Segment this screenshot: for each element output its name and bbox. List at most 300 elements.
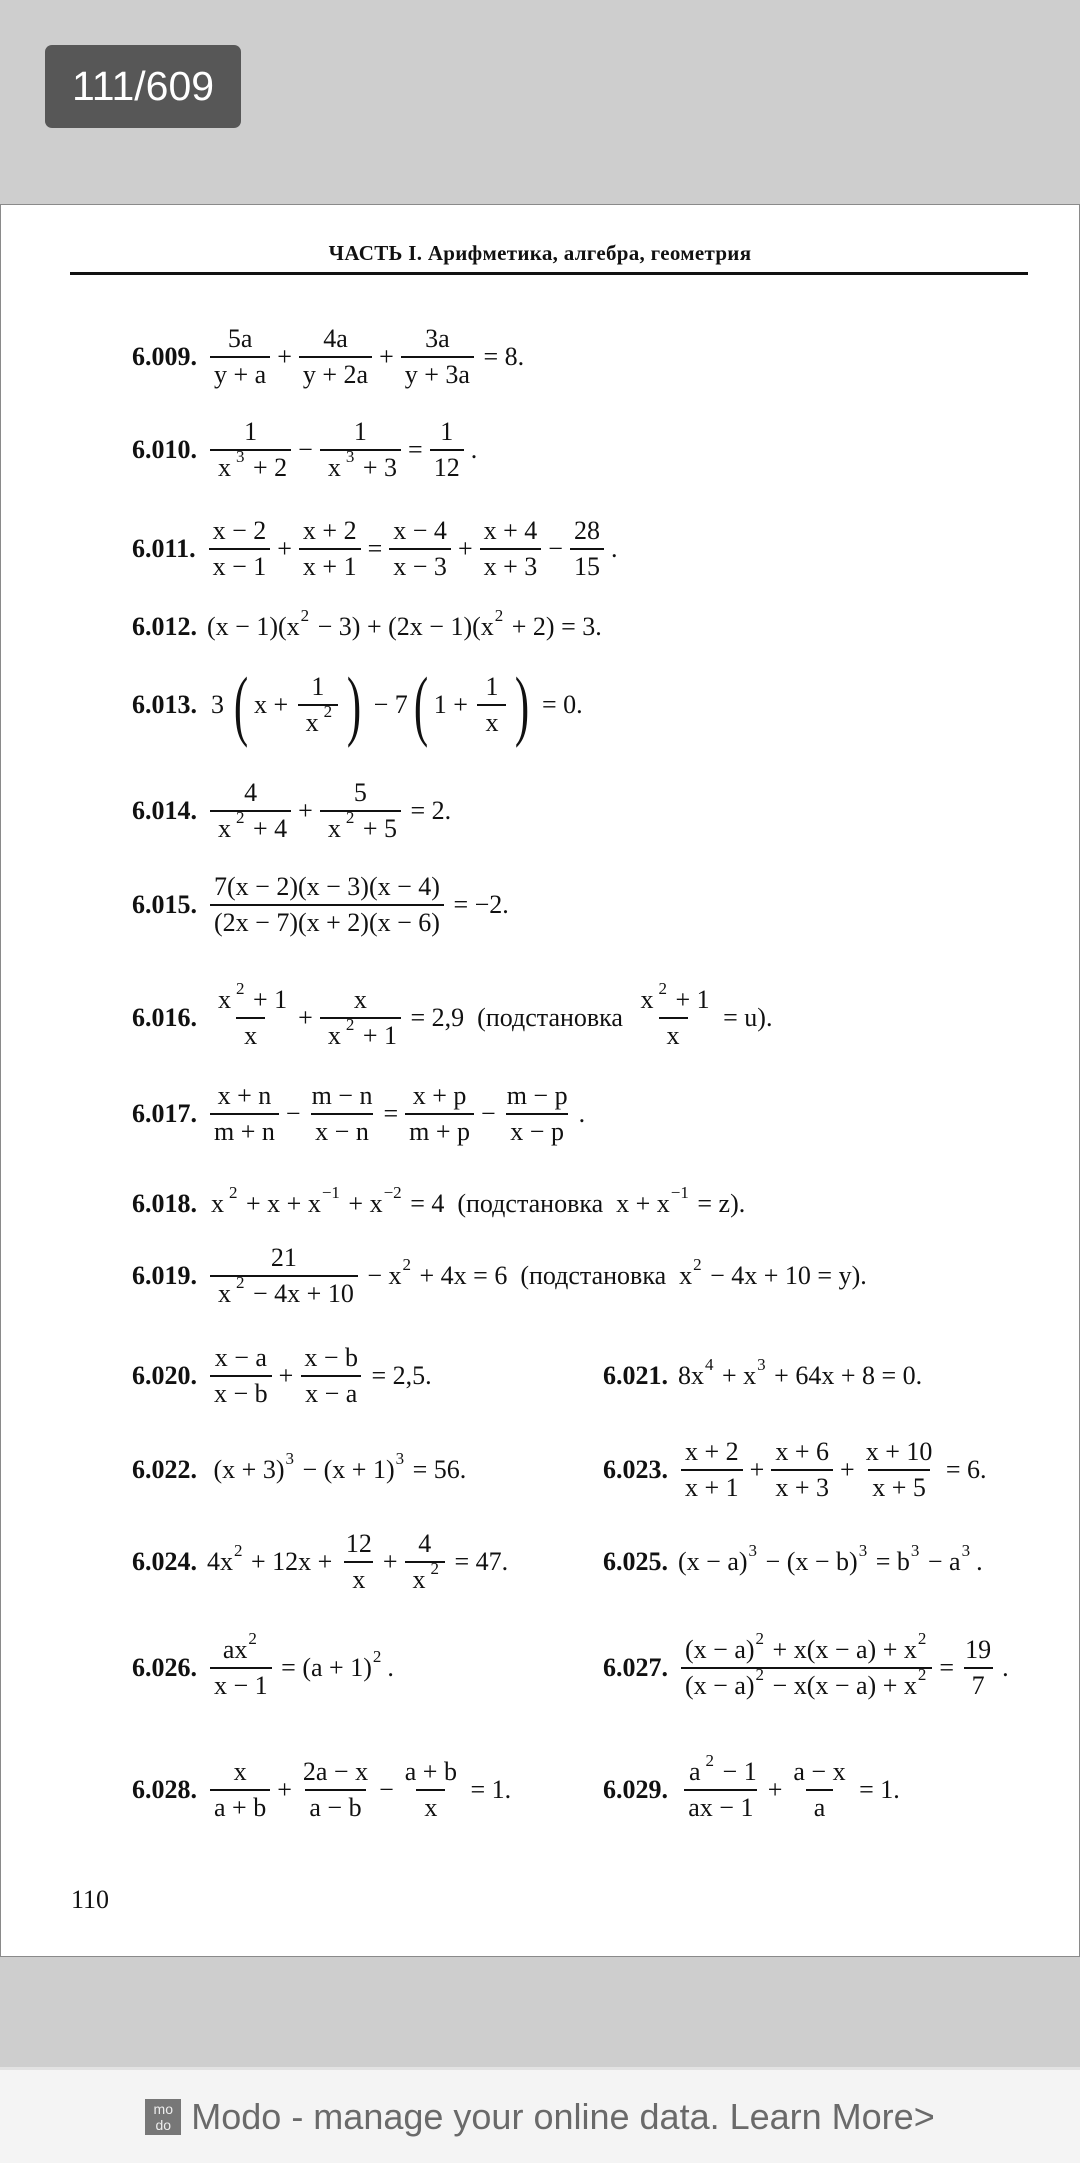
equation	[207, 1243, 867, 1309]
fraction-denominator	[210, 1789, 270, 1823]
math-text: x	[218, 453, 231, 482]
problem-number: 6.029.	[603, 1775, 668, 1804]
math-text: +	[457, 534, 473, 563]
fraction	[430, 417, 464, 483]
fraction	[299, 324, 372, 390]
math-text: − 4x + 10	[246, 1279, 354, 1308]
fraction-denominator	[210, 1375, 272, 1409]
math-text: ax	[222, 1635, 248, 1664]
math-text: x	[218, 814, 231, 843]
math-text: + 64x + 8 = 0.	[767, 1361, 923, 1390]
fraction	[210, 1757, 270, 1823]
math-text: x − a	[214, 1343, 267, 1372]
fraction	[300, 1343, 362, 1409]
math-text: − x	[360, 1261, 402, 1290]
fraction-denominator	[806, 1789, 834, 1823]
fraction	[681, 1751, 761, 1823]
fraction-numerator	[342, 1529, 376, 1561]
math-text: = u).	[716, 1003, 773, 1032]
equation	[206, 516, 622, 582]
fraction-numerator	[303, 672, 332, 704]
problem-number: 6.020.	[132, 1361, 197, 1390]
math-text: x + n	[217, 1081, 272, 1110]
fraction	[210, 872, 444, 938]
right-paren: )	[515, 661, 530, 748]
fraction	[210, 1243, 358, 1309]
fraction-denominator	[210, 810, 291, 844]
superscript: 4	[705, 1355, 714, 1374]
superscript: 2	[705, 1751, 715, 1770]
fraction-numerator	[209, 516, 271, 548]
equation	[678, 1437, 987, 1503]
math-text: x + 2	[302, 516, 357, 545]
math-text: +	[379, 342, 394, 371]
math-text: 12	[433, 453, 460, 482]
superscript: −2	[383, 1183, 402, 1202]
header-rule	[70, 272, 1028, 275]
math-text: +	[298, 796, 313, 825]
math-text: 7	[971, 1671, 985, 1700]
fraction-denominator	[480, 548, 542, 582]
fraction-denominator	[210, 356, 270, 390]
math-text: 2a − x	[302, 1757, 369, 1786]
parenthesized-group	[228, 661, 367, 748]
fraction-numerator	[346, 778, 375, 810]
superscript: 2	[494, 606, 504, 625]
math-text: = b	[869, 1547, 910, 1576]
fraction-denominator	[311, 1113, 373, 1147]
fraction-numerator	[236, 417, 265, 449]
math-text: x + 5	[872, 1473, 926, 1502]
math-text: −	[298, 435, 313, 464]
fraction-denominator	[416, 1789, 445, 1823]
fraction-numerator	[570, 516, 604, 548]
fraction-denominator	[209, 548, 271, 582]
superscript: 2	[234, 1541, 243, 1560]
fraction-numerator	[299, 1757, 372, 1789]
math-text: x	[244, 1021, 258, 1050]
math-text: =	[408, 435, 423, 464]
equation	[207, 872, 509, 938]
fraction	[298, 672, 339, 738]
fraction-denominator	[477, 704, 506, 738]
math-text: + 1	[356, 1021, 398, 1050]
fraction-denominator	[210, 449, 291, 483]
math-text: x	[218, 985, 231, 1014]
fraction	[480, 516, 542, 582]
fraction-numerator	[771, 1437, 833, 1469]
fraction-numerator	[503, 1081, 572, 1113]
problem-6-028	[132, 1757, 511, 1823]
math-text: + x + x	[239, 1189, 321, 1218]
fraction-denominator	[299, 356, 372, 390]
math-text: = 47.	[448, 1547, 509, 1576]
fraction-numerator	[210, 979, 291, 1017]
math-text: m − p	[506, 1081, 568, 1110]
left-paren: (	[233, 661, 249, 748]
math-text: = 2,9 (подстановка	[404, 1003, 630, 1032]
math-text: − 7	[367, 690, 408, 719]
math-text: x − a	[305, 1379, 358, 1408]
math-text: = 56.	[406, 1455, 467, 1484]
fraction-numerator	[410, 1529, 439, 1561]
math-text: =	[367, 534, 383, 563]
fraction-numerator	[681, 1629, 932, 1667]
math-text: x + 1	[302, 552, 357, 581]
problem-number: 6.024.	[132, 1547, 197, 1576]
equation	[678, 1355, 923, 1391]
fraction-numerator	[211, 1343, 271, 1375]
math-text: x − p	[510, 1117, 564, 1146]
problem-number: 6.021.	[603, 1361, 668, 1390]
equation	[207, 1343, 432, 1409]
equation	[207, 324, 524, 390]
problem-6-021	[603, 1355, 923, 1391]
math-text: + 4x = 6 (подстановка x	[413, 1261, 693, 1290]
math-text: 4x	[207, 1547, 233, 1576]
superscript: 3	[858, 1541, 868, 1560]
fraction	[477, 672, 506, 738]
fraction-numerator	[632, 979, 713, 1017]
math-text: (x − 1)(x	[207, 612, 300, 641]
math-text: =	[939, 1653, 955, 1682]
math-text: (2x − 7)(x + 2)(x − 6)	[214, 908, 440, 937]
fraction	[681, 1629, 932, 1701]
fraction	[210, 979, 291, 1051]
math-text: x	[640, 985, 654, 1014]
superscript: 3	[910, 1541, 920, 1560]
math-text: 15	[573, 552, 600, 581]
fraction-numerator	[961, 1635, 995, 1667]
fraction	[209, 516, 271, 582]
math-text: y + 2a	[302, 360, 369, 389]
ad-banner[interactable]	[0, 2067, 1080, 2163]
fraction	[771, 1437, 833, 1503]
problem-6-016	[132, 979, 773, 1051]
math-text: a − x	[793, 1757, 846, 1786]
math-text: 5	[353, 778, 367, 807]
math-text: x	[305, 708, 319, 737]
math-text: 1 +	[433, 690, 475, 719]
problem-number: 6.009.	[132, 342, 197, 371]
superscript: 2	[693, 1255, 702, 1274]
problem-6-009	[132, 324, 524, 390]
fraction-numerator	[236, 778, 265, 810]
math-text: .	[976, 1547, 983, 1576]
fraction-denominator	[344, 1561, 373, 1595]
equation	[678, 1629, 1013, 1701]
equation	[207, 1449, 467, 1485]
equation	[207, 1629, 398, 1701]
math-text: = −2.	[446, 890, 509, 919]
problem-6-013	[132, 661, 583, 748]
superscript: −1	[670, 1183, 689, 1202]
math-text: +	[277, 1775, 292, 1804]
fraction	[210, 778, 291, 844]
math-text: −	[481, 1099, 496, 1128]
math-text: (x − a)	[685, 1671, 755, 1700]
fraction-numerator	[789, 1757, 849, 1789]
math-text: 1	[244, 417, 258, 446]
fraction-denominator	[299, 548, 361, 582]
math-text: x	[327, 814, 341, 843]
math-text: − 1	[716, 1757, 757, 1786]
fraction	[401, 324, 474, 390]
fraction-denominator	[401, 356, 474, 390]
running-header: ЧАСТЬ I. Арифметика, алгебра, геометрия	[328, 241, 752, 265]
problem-6-011	[132, 516, 621, 582]
math-text: +	[278, 1361, 294, 1390]
math-text: x +	[253, 690, 295, 719]
fraction-denominator	[210, 1113, 279, 1147]
math-text: (x + 3)	[207, 1455, 285, 1484]
superscript: 2	[372, 1647, 382, 1666]
math-text: + x(x − a) + x	[766, 1635, 917, 1664]
fraction-denominator	[681, 1469, 743, 1503]
fraction	[862, 1437, 937, 1503]
fraction-denominator	[506, 1113, 568, 1147]
math-text: 28	[573, 516, 600, 545]
problem-number: 6.019.	[132, 1261, 197, 1290]
fraction-numerator	[477, 672, 506, 704]
problem-number: 6.010.	[132, 435, 197, 464]
problem-6-022	[132, 1449, 467, 1485]
math-text: 19	[965, 1635, 992, 1664]
left-paren: (	[413, 661, 428, 748]
fraction-denominator	[964, 1667, 993, 1701]
fraction-denominator	[570, 548, 604, 582]
math-text: + x	[715, 1361, 757, 1390]
math-text: .	[470, 435, 478, 464]
superscript: 2	[345, 1015, 355, 1034]
page-number: 110	[71, 1885, 110, 1914]
math-text: +	[277, 534, 292, 563]
math-text: −	[379, 1775, 394, 1804]
fraction-numerator	[214, 1081, 276, 1113]
superscript: 2	[755, 1629, 765, 1648]
math-text: .	[578, 1099, 586, 1128]
fraction-numerator	[346, 417, 375, 449]
fraction-numerator	[480, 516, 542, 548]
fraction-numerator	[319, 324, 352, 356]
math-text: x − b	[304, 1343, 359, 1372]
superscript: 3	[757, 1355, 766, 1374]
fraction-numerator	[210, 872, 444, 904]
problem-number: 6.025.	[603, 1547, 668, 1576]
math-text: −	[285, 1099, 301, 1128]
math-text: 21	[270, 1243, 297, 1272]
math-text: −	[548, 534, 563, 563]
equation	[207, 979, 773, 1051]
superscript: 3	[961, 1541, 971, 1560]
math-text: m − n	[311, 1081, 373, 1110]
superscript: 2	[248, 1629, 257, 1648]
math-text: 4	[418, 1529, 432, 1558]
problem-6-012	[132, 606, 602, 642]
fraction	[210, 1343, 272, 1409]
fraction-denominator	[298, 704, 339, 738]
math-text: = 4 (подстановка x + x	[403, 1189, 670, 1218]
math-text: + 12x +	[244, 1547, 339, 1576]
fraction-numerator	[226, 1757, 255, 1789]
math-text: + 2) = 3.	[505, 612, 602, 641]
fraction	[401, 1757, 461, 1823]
fraction	[570, 516, 604, 582]
fraction-denominator	[389, 548, 451, 582]
math-text: + 2	[246, 453, 288, 482]
fraction-numerator	[224, 324, 257, 356]
equation	[207, 661, 583, 748]
math-text: x + 6	[775, 1437, 830, 1466]
math-text: 3a	[425, 324, 450, 353]
superscript: 2	[917, 1665, 927, 1684]
equation	[207, 778, 451, 844]
math-text: x − 1	[212, 552, 267, 581]
math-text: 1	[440, 417, 454, 446]
math-text: 4a	[323, 324, 348, 353]
problem-6-027	[603, 1629, 1013, 1701]
superscript: 2	[755, 1665, 765, 1684]
fraction-denominator	[305, 1789, 365, 1823]
problem-6-026	[132, 1629, 398, 1701]
math-text: +	[767, 1775, 783, 1804]
math-text: x	[211, 1189, 224, 1218]
math-text: + 3	[356, 453, 398, 482]
superscript: 2	[430, 1559, 439, 1578]
superscript: 2	[236, 808, 245, 827]
math-text: x	[233, 1757, 247, 1786]
math-text: m + p	[409, 1117, 471, 1146]
superscript: 2	[229, 1183, 238, 1202]
superscript: 2	[345, 808, 355, 827]
math-text: y + 3a	[404, 360, 470, 389]
equation	[207, 1529, 508, 1595]
problem-6-029	[603, 1751, 900, 1823]
fraction-denominator	[684, 1789, 757, 1823]
fraction-numerator	[421, 324, 454, 356]
math-text: 12	[345, 1529, 372, 1558]
math-text: = 1.	[852, 1775, 900, 1804]
fraction	[210, 417, 291, 483]
fraction-denominator	[320, 449, 401, 483]
math-text: x + 2	[685, 1437, 739, 1466]
problem-number: 6.015.	[132, 890, 197, 919]
problem-number: 6.028.	[132, 1775, 197, 1804]
math-text: x + 3	[483, 552, 538, 581]
problem-6-010	[132, 417, 481, 483]
fraction-denominator	[659, 1017, 688, 1051]
fraction	[405, 1081, 474, 1147]
fraction-denominator	[868, 1469, 930, 1503]
fraction	[342, 1529, 376, 1595]
math-text: x − 1	[214, 1671, 268, 1700]
fraction	[210, 324, 270, 390]
problem-6-023	[603, 1437, 987, 1503]
math-text: = 2,5.	[365, 1361, 432, 1390]
math-text: x	[352, 1565, 366, 1594]
fraction	[389, 516, 451, 582]
fraction-numerator	[267, 1243, 301, 1275]
superscript: 2	[236, 979, 245, 998]
fraction-denominator	[405, 1113, 474, 1147]
fraction	[299, 1757, 372, 1823]
problem-6-020	[132, 1343, 432, 1409]
fraction-denominator	[210, 1667, 272, 1701]
problem-number: 6.013.	[132, 690, 197, 719]
fraction-denominator	[405, 1561, 446, 1595]
superscript: 2	[323, 702, 333, 721]
math-text: a − b	[309, 1793, 362, 1822]
modo-logo-icon: mo do	[145, 2099, 181, 2135]
math-text: + 1	[668, 985, 710, 1014]
problem-6-014	[132, 778, 451, 844]
fraction-denominator	[210, 1275, 358, 1309]
fraction	[632, 979, 713, 1051]
math-text: 5a	[227, 324, 253, 353]
problem-number: 6.011.	[132, 534, 196, 563]
math-text: 4	[244, 778, 258, 807]
math-text: 1	[353, 417, 367, 446]
math-text: x − 3	[393, 552, 447, 581]
equation	[207, 417, 481, 483]
fraction-denominator	[320, 810, 401, 844]
right-paren: )	[347, 661, 362, 748]
math-text: x	[424, 1793, 438, 1822]
fraction-numerator	[219, 1629, 263, 1667]
math-text: x − b	[214, 1379, 268, 1408]
math-text: − 3) + (2x − 1)(x	[311, 612, 494, 641]
math-text: x + p	[412, 1081, 467, 1110]
math-text: x − 2	[212, 516, 267, 545]
fraction	[320, 417, 401, 483]
math-text: + x	[341, 1189, 383, 1218]
problem-6-015	[132, 872, 509, 938]
fraction	[210, 1081, 279, 1147]
problem-6-017	[132, 1081, 589, 1147]
fraction-numerator	[308, 1081, 377, 1113]
math-text: +	[277, 342, 292, 371]
math-text: =	[383, 1099, 399, 1128]
math-text: +	[749, 1455, 765, 1484]
document-page	[0, 204, 1080, 1957]
math-text: 7(x − 2)(x − 3)(x − 4)	[214, 872, 440, 901]
problem-number: 6.022.	[132, 1455, 197, 1484]
superscript: 2	[658, 979, 667, 998]
equation	[207, 1757, 511, 1823]
problem-number: 6.017.	[132, 1099, 197, 1128]
math-text: x + 1	[685, 1473, 739, 1502]
math-text: − (x − b)	[759, 1547, 858, 1576]
math-text: x	[485, 708, 499, 737]
math-text: a + b	[214, 1793, 267, 1822]
superscript: 3	[395, 1449, 405, 1468]
problem-number: 6.018.	[132, 1189, 197, 1218]
math-text: − x(x − a) + x	[766, 1671, 917, 1700]
math-text: = 0.	[535, 690, 583, 719]
math-text: − 4x + 10 = y).	[703, 1261, 867, 1290]
math-text: x	[666, 1021, 680, 1050]
fraction-denominator	[681, 1667, 932, 1701]
fraction-denominator	[301, 1375, 361, 1409]
math-text: x	[327, 453, 341, 482]
problem-number: 6.016.	[132, 1003, 197, 1032]
problem-6-025	[603, 1541, 987, 1577]
ad-text[interactable]: Modo - manage your online data. Learn More>	[191, 2095, 935, 2137]
problem-number: 6.014.	[132, 796, 197, 825]
fraction-numerator	[409, 1081, 471, 1113]
math-text: − (x + 1)	[295, 1455, 395, 1484]
math-text: x − 4	[393, 516, 447, 545]
